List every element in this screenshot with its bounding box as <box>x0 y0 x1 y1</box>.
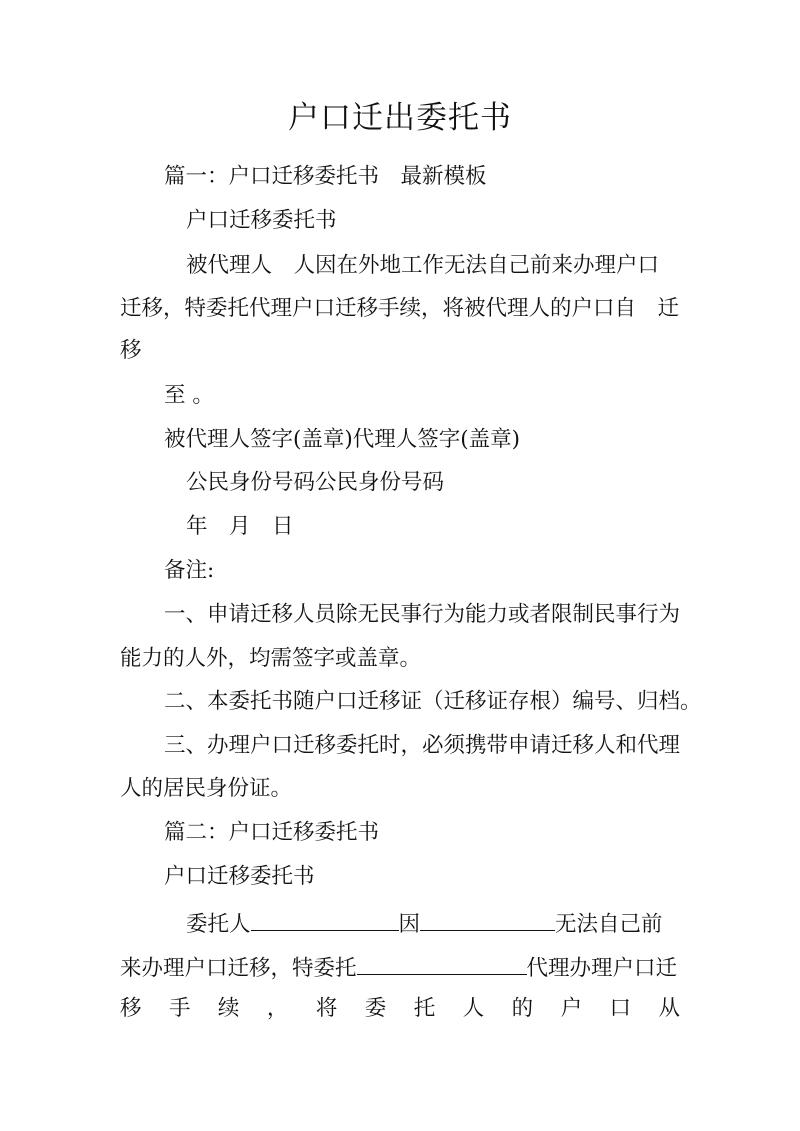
form-line-3-char: 的 <box>511 996 534 1021</box>
body-line-1: 被代理人 人因在外地工作无法自己前来办理户口 <box>186 253 660 278</box>
section1-heading: 篇一：户口迁移委托书 最新模板 <box>164 164 487 189</box>
form-line-2-label-a: 来办理户口迁移，特委托 <box>120 956 357 981</box>
form-line-3 <box>120 994 680 1024</box>
section2-heading: 篇二：户口迁移委托书 <box>164 820 380 845</box>
form-line-1-label-c: 无法自己前 <box>555 912 663 937</box>
note-1-line-1: 一、申请迁移人员除无民事行为能力或者限制民事行为 <box>164 602 681 627</box>
note-2: 二、本委托书随户口迁移证（迁移证存根）编号、归档。 <box>164 689 702 714</box>
form-line-2 <box>120 950 677 984</box>
form-line-3-char: ， <box>266 996 289 1021</box>
document-title: 户口迁出委托书 <box>288 100 512 136</box>
form-line-3-char: 续 <box>217 996 240 1021</box>
form-line-3-char: 从 <box>658 996 680 1021</box>
body-line-3: 移 <box>120 338 142 363</box>
blank-field-principal <box>251 906 399 931</box>
form-line-3-char: 托 <box>413 996 436 1021</box>
form-line-1-label-b: 因 <box>398 912 421 937</box>
blank-field-agent <box>357 950 527 975</box>
note-3-line-1: 三、办理户口迁移委托时，必须携带申请迁移人和代理 <box>164 733 681 758</box>
date-line: 年 月 日 <box>186 514 294 539</box>
form-line-3-char: 移 <box>120 996 142 1021</box>
blank-field-reason <box>420 906 555 931</box>
section1-subtitle: 户口迁移委托书 <box>186 208 337 233</box>
form-line-3-char: 手 <box>168 996 191 1021</box>
form-line-3-char: 人 <box>462 996 485 1021</box>
form-line-2-label-b: 代理办理户口迁 <box>526 956 678 981</box>
signature-line: 被代理人签字(盖章)代理人签字(盖章) <box>164 427 521 452</box>
form-line-1 <box>186 906 663 940</box>
note-label: 备注: <box>164 558 215 583</box>
form-line-3-char: 委 <box>364 996 387 1021</box>
id-number-line: 公民身份号码公民身份号码 <box>186 470 445 495</box>
section2-subtitle: 户口迁移委托书 <box>164 864 315 889</box>
body-line-2: 迁移，特委托代理户口迁移手续，将被代理人的户口自 迁 <box>120 296 680 321</box>
note-3-line-2: 人的居民身份证。 <box>120 776 293 801</box>
form-line-3-char: 将 <box>315 996 338 1021</box>
form-line-3-char: 口 <box>609 996 632 1021</box>
form-line-3-char: 户 <box>560 996 583 1021</box>
note-1-line-2: 能力的人外，均需签字或盖章。 <box>120 646 422 671</box>
destination-line: 至 。 <box>164 383 214 408</box>
form-line-1-label-a: 委托人 <box>186 912 251 937</box>
